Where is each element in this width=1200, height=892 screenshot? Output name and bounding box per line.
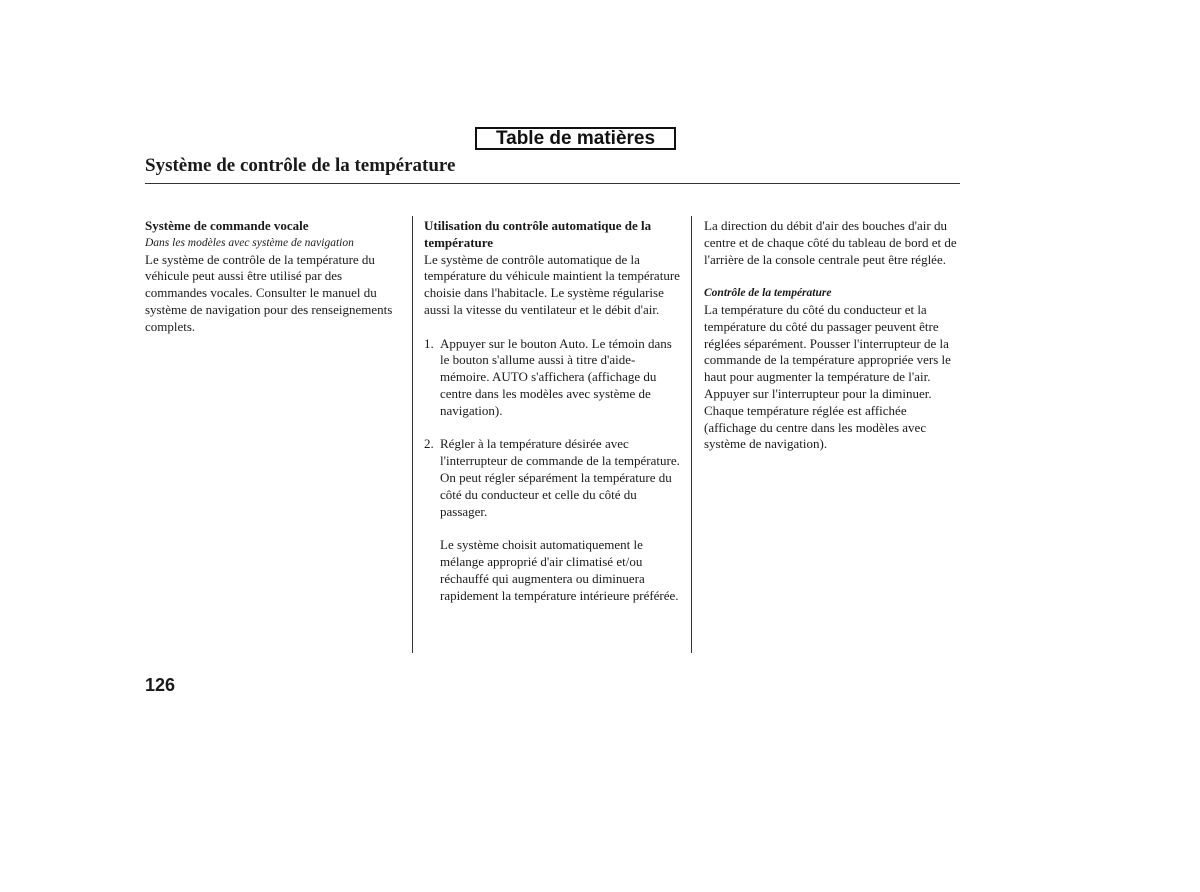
section-subheading-temperature: Contrôle de la température xyxy=(704,287,832,300)
auto-intro-text: Le système de contrôle automatique de la température du véhicule maintient la température choisie dans l'habitacle. Le système régularise aussi la vitesse du ventilateur et le débit d'air. xyxy=(424,251,680,317)
section-heading-auto: Utilisation du contrôle automatique de la température xyxy=(424,218,652,250)
column-divider xyxy=(691,216,692,653)
column-temperature-control xyxy=(704,218,962,453)
step-item xyxy=(424,336,682,420)
voice-body-text: Le système de contrôle de la température du véhicule peut aussi être utilisé par des commandes vocales. Consulter le manuel du système de navigation pour des renseignements complets. xyxy=(145,251,393,334)
column-automatic-control xyxy=(424,218,682,604)
step-number: 2. xyxy=(424,436,434,452)
column-voice-control xyxy=(145,218,400,336)
page-number: 126 xyxy=(145,675,176,695)
step-text: Régler à la température désirée avec l'interrupteur de commande de la température. On peut régler séparément la température du côté du conducteur et celle du côté du passager. xyxy=(440,436,680,519)
steps-list xyxy=(424,336,682,521)
section-subheading-navigation: Dans les modèles avec système de navigation xyxy=(145,236,354,249)
auto-note-text: Le système choisit automatiquement le mélange approprié d'air climatisé et/ou réchauffé qui augmentera ou diminuera rapidement la température intérieure préférée. xyxy=(440,537,679,603)
title-divider xyxy=(145,183,960,184)
step-item xyxy=(424,436,682,520)
table-of-contents-button[interactable]: Table de matières xyxy=(475,127,676,150)
airflow-intro-text: La direction du débit d'air des bouches d'air du centre et de chaque côté du tableau de bord et de l'arrière de la console centrale peut être réglée. xyxy=(704,218,957,267)
column-divider xyxy=(412,216,413,653)
page-title: Système de contrôle de la température xyxy=(145,155,456,176)
section-heading-voice: Système de commande vocale xyxy=(145,218,309,233)
temperature-body-text: La température du côté du conducteur et la température du côté du passager peuvent être réglées séparément. Pousser l'interrupteur de la commande de la température appropriée vers le haut pour augmenter la température de l'air. Appuyer sur l'interrupteur pour la diminuer. Chaque température réglée est affichée (affichage du centre dans les modèles avec système de navigation). xyxy=(704,301,951,452)
step-text: Appuyer sur le bouton Auto. Le témoin dans le bouton s'allume aussi à titre d'aide-mémoire. AUTO s'affichera (affichage du centre dans les modèles avec système de navigation). xyxy=(440,335,672,418)
step-number: 1. xyxy=(424,335,434,351)
